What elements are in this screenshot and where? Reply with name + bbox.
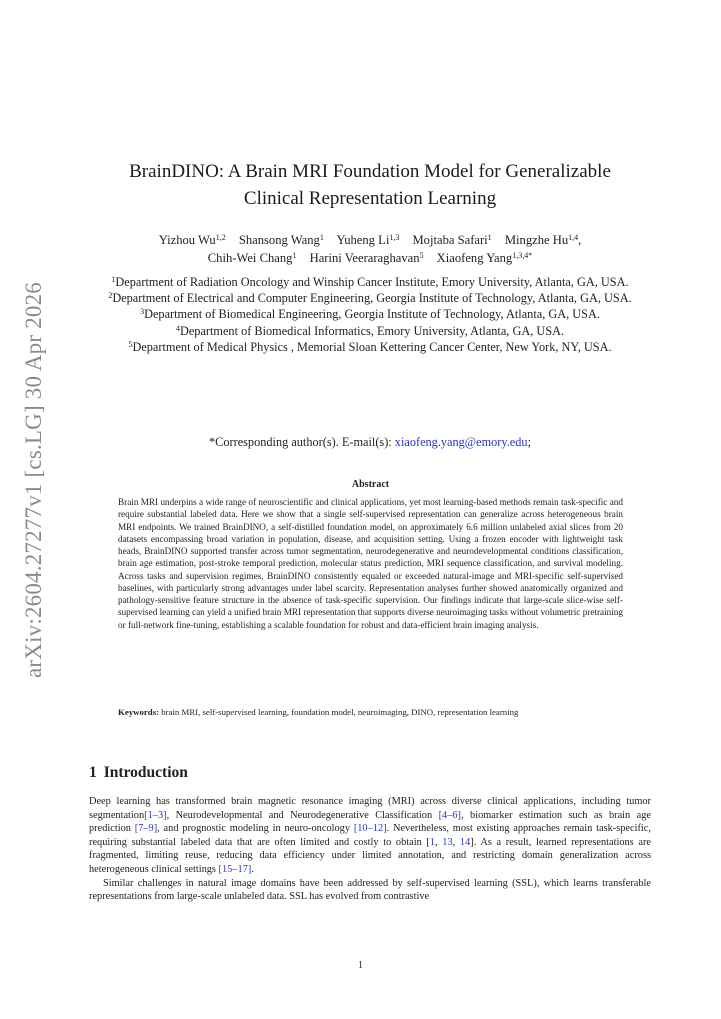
abstract-heading: Abstract: [351, 479, 390, 490]
affiliation-list: [90, 274, 650, 355]
citation-link[interactable]: [15–17]: [218, 863, 252, 875]
author-line-1: Yizhou Wu$^{1,2}$ Shansong Wang$^1$ Yuheng Li$^{1,3}$ Mojtaba Safari$^1$ Mingzhe Hu$^{1,4}$,: [158, 233, 582, 247]
author: Xiaofeng Yang$^{1,3,4*}$: [436, 251, 533, 265]
citation-link[interactable]: 14: [459, 836, 471, 848]
keywords: [118, 706, 638, 718]
citation-link[interactable]: 1: [429, 836, 436, 848]
author: Yuheng Li$^{1,3}$: [336, 233, 400, 247]
corresponding-author: [90, 434, 650, 450]
citation-link[interactable]: [4–6]: [438, 809, 461, 821]
citation-link[interactable]: [10–12]: [353, 823, 387, 835]
page-number: 1: [358, 960, 363, 971]
author: Harini Veeraraghavan$^5$: [309, 251, 424, 265]
citation-link[interactable]: [1–3]: [144, 809, 167, 821]
author-list: [90, 231, 650, 267]
affiliation: $^3$Department of Biomedical Engineering, Georgia Institute of Technology, Atlanta, GA, USA.: [140, 307, 600, 322]
author-line-2: [90, 249, 650, 267]
author: Shansong Wang$^1$: [238, 233, 324, 247]
affiliation: $^5$Department of Medical Physics , Memorial Sloan Kettering Cancer Center, New York, NY, USA.: [128, 339, 612, 354]
keywords-text: brain MRI, self-supervised learning, foundation model, neuroimaging, DINO, representation learning: [161, 707, 519, 717]
keywords-label: Keywords:: [118, 707, 160, 717]
author: Mojtaba Safari$^1$: [412, 233, 492, 247]
intro-paragraph-2: Similar challenges in natural image domains have been addressed by self-supervised learning (SSL), which learns transferable representations from large-scale unlabeled data. SSL has evolved from contrastive: [89, 877, 651, 903]
email-link[interactable]: xiaofeng.yang@emory.edu: [394, 435, 528, 449]
abstract-body: Brain MRI underpins a wide range of neuroscientific and clinical applications, yet most learning-based methods remain task-specific and require substantial labeled data. Here we show that a single self-supervised representation can generalize across heterogeneous brain MRI endpoints. We trained BrainDINO, a self-distilled foundation model, on approximately 6.6 million unlabeled axial slices from 20 datasets encompassing broad variation in population, disease, and acquisition setting. Using a frozen encoder with lightweight task heads, BrainDINO supported transfer across tumor segmentation, neurodegenerative and neurodevelopmental conditions classification, brain age estimation, post-stroke temporal prediction, molecular status prediction, MRI sequence classification, and survival modeling. Across tasks and supervision regimes, BrainDINO consistently equaled or exceeded natural-image and MRI-specific self-supervised baselines, with particularly strong advantages under label scarcity. Representation analyses further showed anatomically organized and pathology-sensitive feature structure in the absence of task-specific supervision. Our findings indicate that large-scale slice-wise self-supervised learning can yield a unified brain MRI representation that supports diverse neuroimaging tasks without volumetric pretraining or full-network fine-tuning, establishing a scalable foundation for robust and data-efficient brain imaging analysis.: [118, 497, 623, 630]
paper-title: [90, 158, 650, 212]
section-heading: [89, 764, 188, 782]
author: Chih-Wei Chang$^1$: [207, 251, 297, 265]
intro-paragraph-1: Deep learning has transformed brain magnetic resonance imaging (MRI) across diverse clinical applications, including tumor segmentation[1–3], Neurodevelopmental and Neurodegenerative Classification [4–6], biomarker estimation such as brain age prediction [7–9], and prognostic modeling in neuro-oncology [10–12]. Nevertheless, most existing approaches remain task-specific, requiring substantial labeled data that are often limited and costly to obtain [1, 13, 14]. As a result, learned representations are fragmented, limiting reuse, reducing data efficiency under limited annotation, and restricting domain generalization across heterogeneous clinical settings [15–17].: [89, 796, 651, 875]
citation-link[interactable]: [7–9]: [134, 823, 158, 835]
citation-link[interactable]: 13: [442, 836, 453, 848]
affiliation: $^4$Department of Biomedical Informatics, Emory University, Atlanta, GA, USA.: [175, 323, 565, 338]
introduction-body: [89, 795, 651, 904]
email-suffix: ;: [527, 435, 531, 449]
affiliation: $^1$Department of Radiation Oncology and Winship Cancer Institute, Emory University, Atlanta, GA, USA.: [111, 275, 629, 289]
arxiv-identifier-text: arXiv:2604.27277v1 [cs.LG] 30 Apr 2026: [21, 282, 46, 678]
title-line-2: Clinical Representation Learning: [243, 188, 497, 209]
author: Yizhou Wu$^{1,2}$: [158, 233, 226, 247]
affiliation: $^2$Department of Electrical and Computer Engineering, Georgia Institute of Technology, Atlanta, GA, USA.: [108, 291, 632, 306]
corresponding-label: *Corresponding author(s). E-mail(s):: [209, 435, 392, 449]
section-number: 1: [89, 764, 97, 781]
author: Mingzhe Hu$^{1,4}$: [504, 233, 579, 247]
section-title: Introduction: [103, 764, 188, 781]
title-line-1: BrainDINO: A Brain MRI Foundation Model for Generalizable: [129, 161, 611, 182]
